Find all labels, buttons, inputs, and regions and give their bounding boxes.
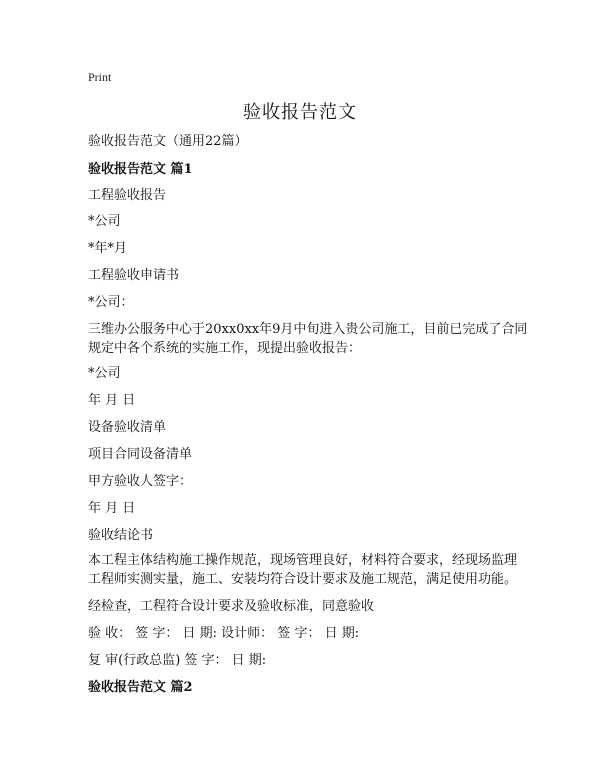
document-title: 验收报告范文 (243, 102, 357, 123)
paragraph-acceptance-signatures: 验 收： 签 字： 日 期: 设计师： 签 字： 日 期: (88, 626, 360, 641)
paragraph-conclusion: 验收结论书 (88, 528, 154, 543)
paragraph-application: 工程验收申请书 (88, 268, 180, 283)
paragraph-project-report: 工程验收报告 (88, 188, 167, 203)
paragraph-contract-equipment: 项目合同设备清单 (88, 447, 193, 462)
paragraph-company: *公司 (88, 214, 121, 229)
print-label: Print (88, 70, 112, 84)
paragraph-signature-date: 年 月 日 (88, 501, 136, 516)
paragraph-party-a-signature: 甲方验收人签字： (88, 474, 193, 489)
section-heading-2: 验收报告范文 篇2 (88, 680, 193, 695)
section-heading-1: 验收报告范文 篇1 (88, 162, 193, 177)
paragraph-inspection-result: 经检查，工程符合设计要求及验收标准，同意验收 (88, 599, 375, 614)
paragraph-date: *年*月 (88, 241, 128, 256)
paragraph-conclusion-body: 本工程主体结构施工操作规范，现场管理良好，材料符合要求，经现场监理工程师实测实量，施工、安装均符合设计要求及施工规范，满足使用功能。 (88, 553, 518, 587)
paragraph-sign-date: 年 月 日 (88, 393, 136, 408)
paragraph-addressee: *公司： (88, 295, 134, 310)
paragraph-equipment-list: 设备验收清单 (88, 420, 167, 435)
document-subtitle: 验收报告范文（通用22篇） (88, 134, 248, 149)
paragraph-application-body: 三维办公服务中心于20xx0xx年9月中旬进入贵公司施工，目前已完成了合同规定中各个系统的实施工作，现提出验收报告： (88, 322, 528, 356)
paragraph-company-sign: *公司 (88, 366, 121, 381)
paragraph-review-signatures: 复 审(行政总监) 签 字： 日 期: (88, 653, 267, 668)
